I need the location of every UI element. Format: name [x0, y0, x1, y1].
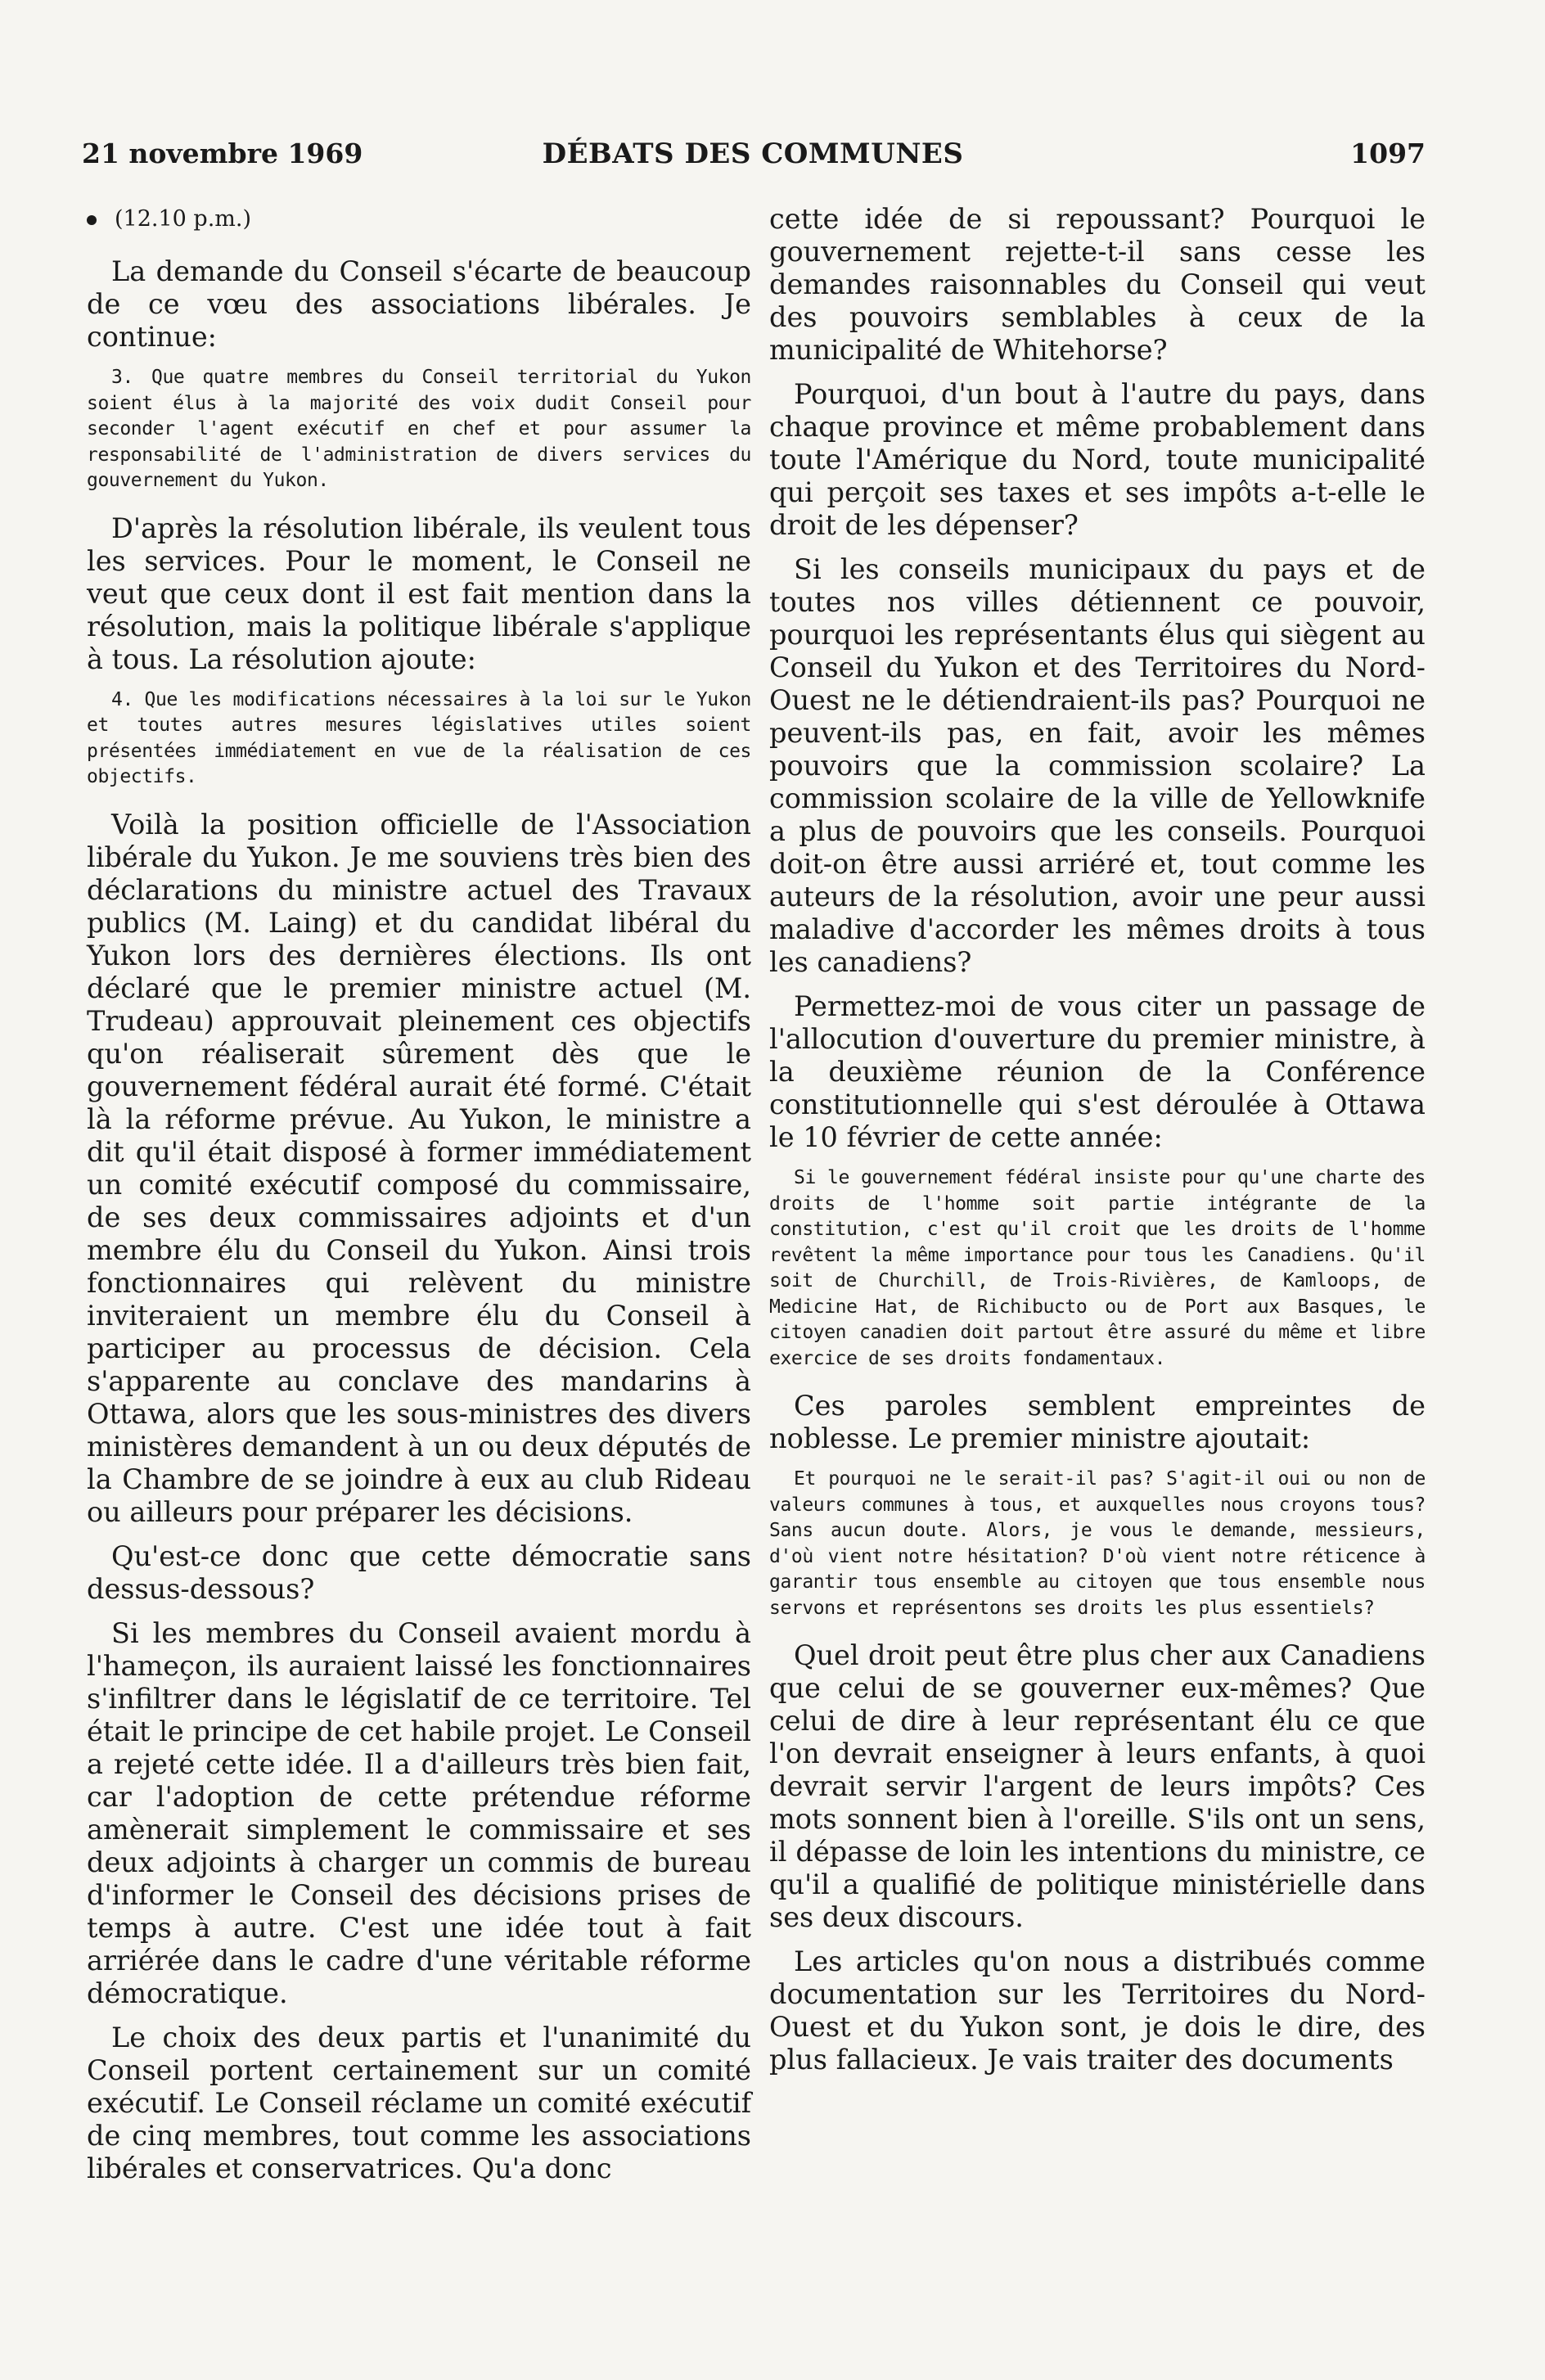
- bullet-icon: [87, 215, 97, 225]
- right-column: [769, 203, 1426, 2088]
- quoted-resolution: 3. Que quatre membres du Conseil territorial du Yukon soient élus à la majorité des voix dudit Conseil pour seconder l'agent exécutif en chef et pour assumer la responsabilité de l'administration de divers services du gouvernement du Yukon.: [87, 367, 751, 491]
- paragraph: Quel droit peut être plus cher aux Canadiens que celui de se gouverner eux-mêmes? Que celui de dire à leur représentant élu ce que l'on devrait enseigner à leurs enfants, à quoi devrait servir l'argent de leurs impôts? Ces mots sonnent bien à l'oreille. S'ils ont un sens, il dépasse de loin les intentions du ministre, ce qu'il a qualifié de politique ministérielle dans ses deux discours.: [769, 1639, 1426, 1933]
- paragraph: cette idée de si repoussant? Pourquoi le gouvernement rejette-t-il sans cesse les demandes raisonnables du Conseil qui veut des pouvoirs semblables à ceux de la municipalité de Whitehorse?: [769, 203, 1426, 366]
- paragraph: Ces paroles semblent empreintes de noblesse. Le premier ministre ajoutait:: [769, 1390, 1426, 1454]
- quoted-resolution: 4. Que les modifications nécessaires à la loi sur le Yukon et toutes autres mesures législatives utiles soient présentées immédiatement en vue de la réalisation de ces objectifs.: [87, 688, 751, 787]
- paragraph: D'après la résolution libérale, ils veulent tous les services. Pour le moment, le Conseil ne veut que ceux dont il est fait mention dans la résolution, mais la politique libérale s'applique à tous. La résolution ajoute:: [87, 512, 751, 675]
- paragraph: Si les conseils municipaux du pays et de toutes nos villes détiennent ce pouvoir, pourquoi les représentants élus qui siègent au Conseil du Yukon et des Territoires du Nord-Ouest ne le détiendraient-ils pas? Pourquoi ne peuvent-ils pas, en fait, avoir les mêmes pouvoirs que la commission scolaire? La commission scolaire de la ville de Yellowknife a plus de pouvoirs que les conseils. Pourquoi doit-on être aussi arriéré et, tout comme les auteurs de la résolution, avoir une peur aussi maladive d'accorder les mêmes droits à tous les canadiens?: [769, 553, 1426, 978]
- quoted-speech: Et pourquoi ne le serait-il pas? S'agit-il oui ou non de valeurs communes à tous, et auxquelles nous croyons tous? Sans aucun doute. Alors, je vous le demande, messieurs, d'où vient notre hésitation? D'où vient notre réticence à garantir tous ensemble au citoyen que tous ensemble nous servons et représentons ses droits les plus essentiels?: [769, 1468, 1426, 1619]
- header-page-number: 1097: [1350, 137, 1426, 169]
- header-title: DÉBATS DES COMMUNES: [542, 137, 964, 170]
- quoted-speech: Si le gouvernement fédéral insiste pour qu'une charte des droits de l'homme soit partie intégrante de la constitution, c'est qu'il croit que les droits de l'homme revêtent la même importance pour tous les Canadiens. Qu'il soit de Churchill, de Trois-Rivières, de Kamloops, de Medicine Hat, de Richibucto ou de Port aux Basques, le citoyen canadien doit partout être assuré du même et libre exercice de ses droits fondamentaux.: [769, 1167, 1426, 1369]
- paragraph: La demande du Conseil s'écarte de beaucoup de ce vœu des associations libérales. Je continue:: [87, 255, 751, 353]
- paragraph: Si les membres du Conseil avaient mordu à l'hameçon, ils auraient laissé les fonctionnaires s'infiltrer dans le législatif de ce territoire. Tel était le principe de cet habile projet. Le Conseil a rejeté cette idée. Il a d'ailleurs très bien fait, car l'adoption de cette prétendue réforme amènerait simplement le commissaire et ses deux adjoints à charger un commis de bureau d'informer le Conseil des décisions prises de temps à autre. C'est une idée tout à fait arriérée dans le cadre d'une véritable réforme démocratique.: [87, 1616, 751, 2009]
- left-column: [87, 203, 751, 2197]
- timestamp: (12.10 p.m.): [115, 206, 251, 232]
- page-header: [82, 137, 1424, 178]
- timestamp-line: [87, 203, 751, 236]
- paragraph: Permettez-moi de vous citer un passage de l'allocution d'ouverture du premier ministre, à la deuxième réunion de la Conférence constitutionnelle qui s'est déroulée à Ottawa le 10 février de cette année:: [769, 990, 1426, 1153]
- paragraph: Voilà la position officielle de l'Association libérale du Yukon. Je me souviens très bien des déclarations du ministre actuel des Travaux publics (M. Laing) et du candidat libéral du Yukon lors des dernières élections. Ils ont déclaré que le premier ministre actuel (M. Trudeau) approuvait pleinement ces objectifs qu'on réaliserait sûrement dès que le gouvernement fédéral aurait été formé. C'était là la réforme prévue. Au Yukon, le ministre a dit qu'il était disposé à former immédiatement un comité exécutif composé du commissaire, de ses deux commissaires adjoints et d'un membre élu du Conseil du Yukon. Ainsi trois fonctionnaires qui relèvent du ministre inviteraient un membre élu du Conseil à participer au processus de décision. Cela s'apparente au conclave des mandarins à Ottawa, alors que les sous-ministres des divers ministères demandent à un ou deux députés de la Chambre de se joindre à eux au club Rideau ou ailleurs pour préparer les décisions.: [87, 808, 751, 1528]
- paragraph: Qu'est-ce donc que cette démocratie sans dessus-dessous?: [87, 1539, 751, 1605]
- paragraph: Pourquoi, d'un bout à l'autre du pays, dans chaque province et même probablement dans toute l'Amérique du Nord, toute municipalité qui perçoit ses taxes et ses impôts a-t-elle le droit de les dépenser?: [769, 378, 1426, 541]
- header-date: 21 novembre 1969: [82, 137, 363, 169]
- paragraph: Les articles qu'on nous a distribués comme documentation sur les Territoires du Nord-Ouest et du Yukon sont, je dois le dire, des plus fallacieux. Je vais traiter des documents: [769, 1945, 1426, 2076]
- paragraph: Le choix des deux partis et l'unanimité du Conseil portent certainement sur un comité exécutif. Le Conseil réclame un comité exécutif de cinq membres, tout comme les associations libérales et conservatrices. Qu'a donc: [87, 2021, 751, 2184]
